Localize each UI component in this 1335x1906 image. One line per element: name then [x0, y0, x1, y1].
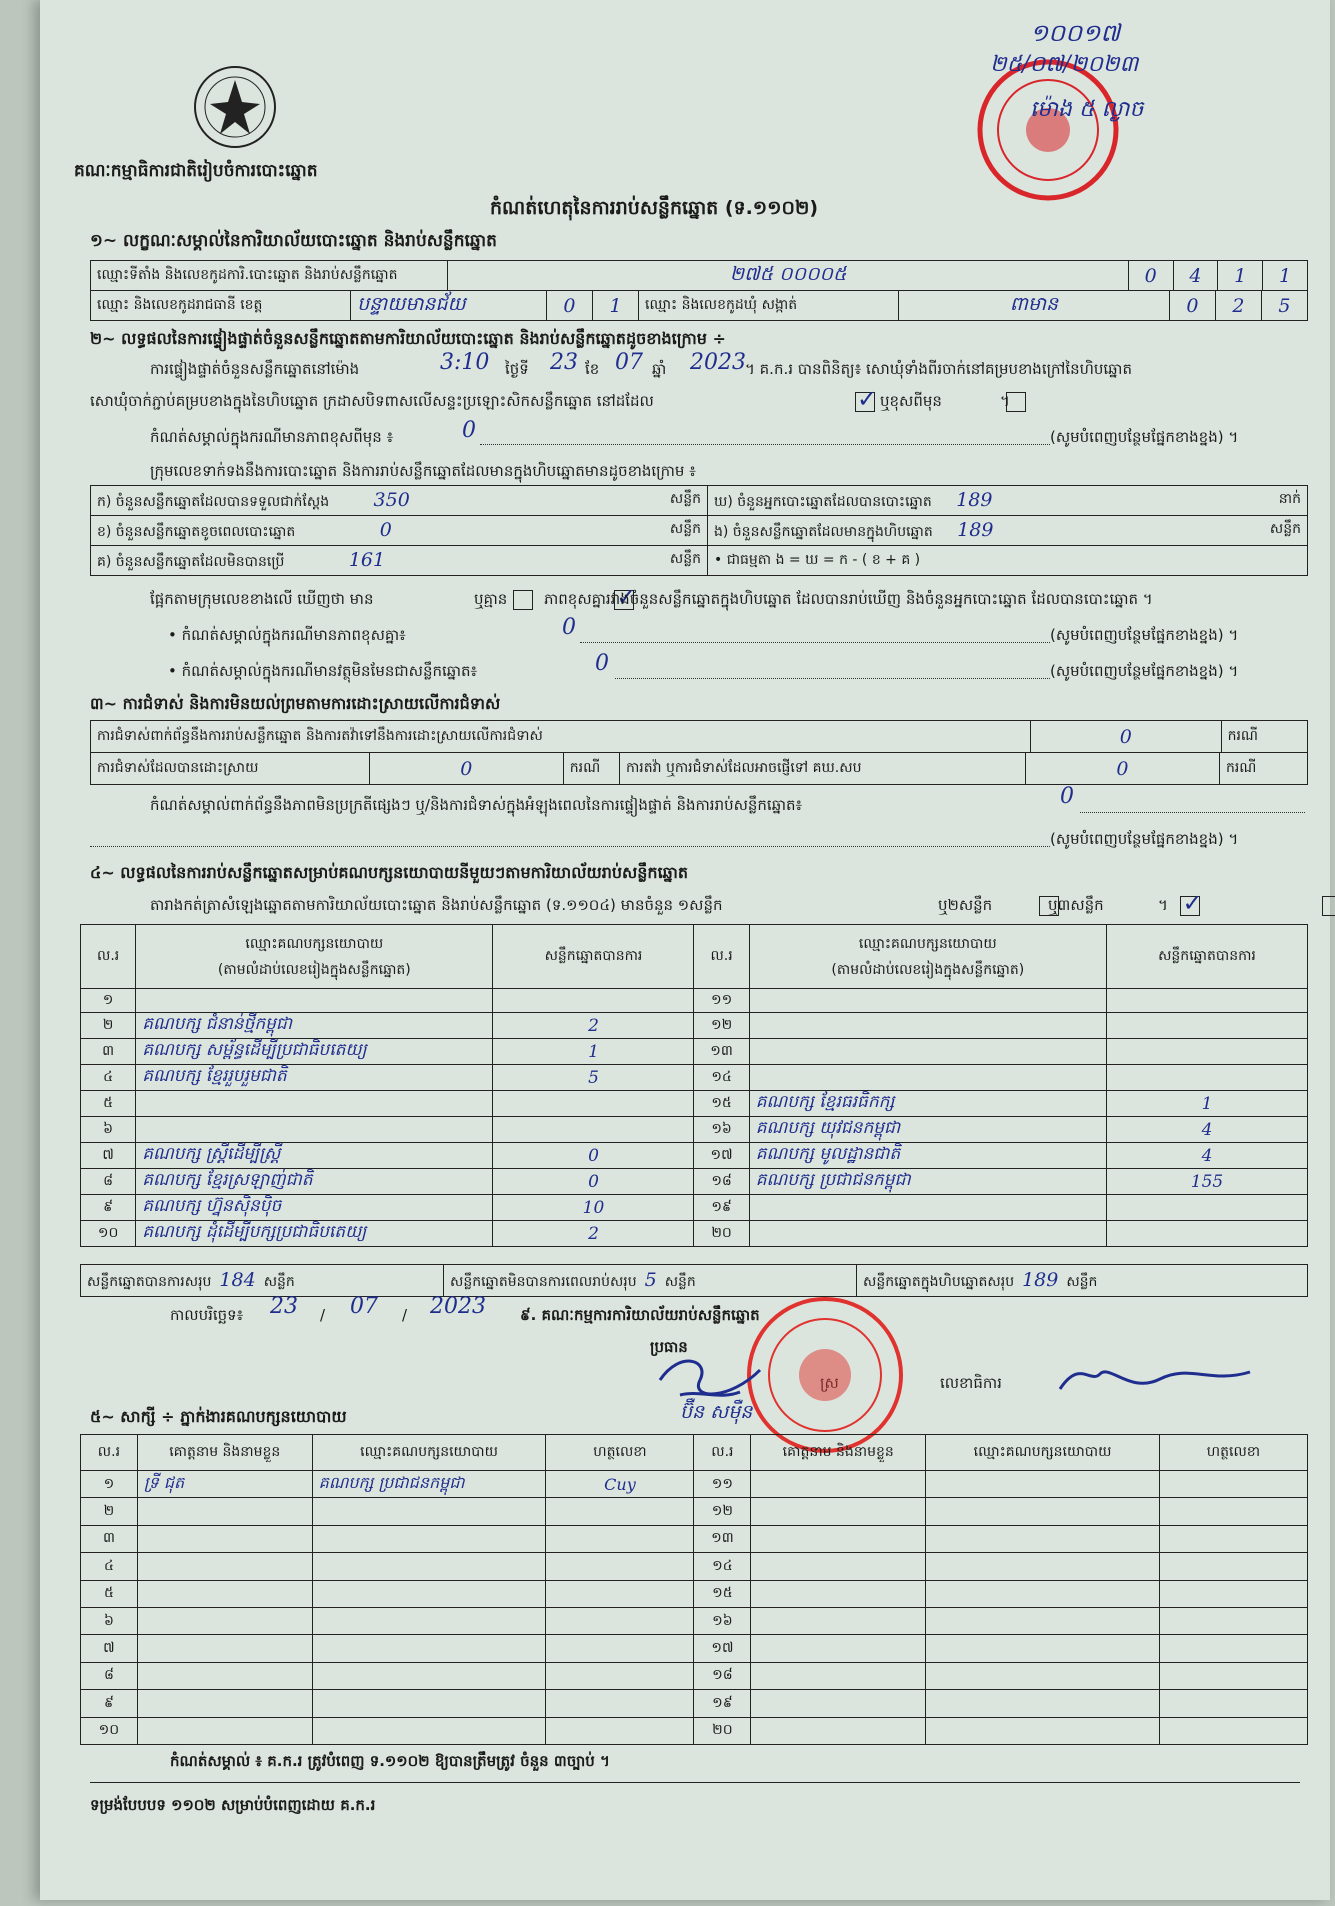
section-3-title: ៣~ ការជំទាស់ និងការមិនយល់ព្រមតាមការដោះស្រាយលើការជំទាស់: [90, 694, 501, 713]
witness-party: [312, 1635, 546, 1662]
party-results-table: ល.រ ឈ្មោះគណបក្សនយោបាយ (តាមលំដាប់លេខរៀងក្នុងសន្លឹកឆ្នោត) សន្លឹកឆ្នោតបានការ ល.រ ឈ្មោះគណបក្សនយោបាយ (តាមលំដាប់លេខរៀងក្នុងសន្លឹកឆ្នោត) សន្លឹកឆ្នោតបានការ ១ ១១ ២ គណបក្ស ជំនាន់ថ្មីកម្ពុជា 2 ១២ ៣ គណបក្ស សម្ព័ន្ធដើម្បីប្រជាធិបតេយ្យ 1 ១៣ ៤ គណបក្ស ខ្មែររួបរួមជាតិ 5 ១៤ ៥ ១៥ គណបក្ស ខ្មែរធរធិកក្ស 1 ៦ ១៦ គណបក្ស យុវជនកម្ពុជា 4 ៧ គណបក្ស ស្ត្រីដើម្បីស្ត្រី 0 ១៧ គណបក្ស មូលដ្ឋានជាតិ 4 ៨ គណបក្ស ខ្មែរស្រឡាញ់ជាតិ 0 ១៨ គណបក្ស ប្រជាជនកម្ពុជា 155 ៩ គណបក្ស ហ្វ៊ុនស៊ិនប៉ិច 10 ១៩ ១០ គណបក្ស ដុំដើម្បីបក្សប្រជាធិបតេយ្យ 2 ២០: [80, 924, 1308, 1247]
witness-signature: [546, 1635, 694, 1662]
party-votes: 2: [493, 1013, 694, 1039]
witness-name: [137, 1498, 312, 1525]
witness-name: [751, 1525, 926, 1552]
table-row: [81, 1580, 1308, 1607]
witness-signature: [1159, 1717, 1307, 1744]
row-number: ៤: [81, 1065, 136, 1091]
row-number: ៨: [81, 1169, 136, 1195]
row-number: ១៧: [694, 1143, 749, 1169]
row-number: ៣: [81, 1525, 138, 1552]
footer-form-id: ទម្រង់បែបបទ ១១០២ សម្រាប់បំពេញដោយ គ.ក.រ: [90, 1796, 376, 1814]
row-number: ១៦: [694, 1607, 751, 1634]
party-votes: 10: [493, 1195, 694, 1221]
witness-name: [137, 1635, 312, 1662]
witness-signature: [1159, 1471, 1307, 1498]
witness-party: [926, 1525, 1160, 1552]
party-rows: [81, 989, 1308, 1247]
date-year: 2023: [430, 1294, 486, 1319]
witness-signature: [1159, 1525, 1307, 1552]
witness-party: [312, 1580, 546, 1607]
party-votes: 2: [493, 1221, 694, 1247]
witness-party: [312, 1607, 546, 1634]
stamp-annotation-2: ២៥/០៧/២០២៣: [990, 52, 1139, 77]
form-title: កំណត់ហេតុនៃការរាប់សន្លឹកឆ្នោត (ទ.១១០២): [490, 197, 819, 219]
checkbox-same[interactable]: [855, 392, 875, 412]
form-sheet: គណៈកម្មាធិការជាតិរៀបចំការបោះឆ្នោត ១០០១៧ ២៥/០៧/២០២៣ ម៉ោង ៥ ល្ងាច កំណត់ហេតុនៃការរាប់សន្លឹកឆ្នោត (ទ.១១០២) ១~ លក្ខណៈសម្គាល់នៃការិយាល័យបោះឆ្នោត និងរាប់សន្លឹកឆ្នោត ឈ្មោះទីតាំង និងលេខកូដការិ.បោះឆ្នោត និងរាប់សន្លឹកឆ្នោត ២៧៥ ០០០០៥ 0 4 1 1 ឈ្មោះ និងលេខកូដរាជធានី ខេត្ត បន្ទាយមានជ័យ 0 1 ឈ្មោះ និងលេខកូដឃុំ សង្កាត់ ពាមាន 0 2 5 ២~ លទ្ធផលនៃការផ្ទៀងផ្ទាត់ចំនួនសន្លឹកឆ្នោតតាមការិយាល័យបោះឆ្នោត និងរាប់សន្លឹកឆ្នោតដូចខាងក្រោម ÷ ការផ្ទៀងផ្ទាត់ចំនួនសន្លឹកឆ្នោតនៅម៉ោង 3:10 ថ្ងៃទី 23 ខែ 07 ឆ្នាំ 2023 ។ គ.ក.រ បានពិនិត្យ៖ សោឃុំទាំងពីរចាក់នៅគម្របខាងក្រៅនៃហិបឆ្នោត សោឃុំចាក់ភ្ជាប់គម្របខាងក្នុងនៃហិបឆ្នោត ក្រដាសបិទពាសលើសន្ទះប្រឡោះសិកសន្លឹកឆ្នោត នៅដដែល ✓ ឬខុសពីមុន ។ កំណត់សម្គាល់ក្នុងករណីមានភាពខុសពីមុន ៖ 0 (សូមបំពេញបន្ថែមផ្នែកខាងខ្នង) ។ ក្រុមលេខទាក់ទងនឹងការបោះឆ្នោត និងការរាប់សន្លឹកឆ្នោតដែលមានក្នុងហិបឆ្នោតមានដូចខាងក្រោម ៖ ក) ចំនួនសន្លឹកឆ្នោតដែលបានទទួលជាក់ស្តែង 350 សន្លឹក ឃ) ចំនួនអ្នកបោះឆ្នោតដែលបានបោះឆ្នោត 189 នាក់ ខ) ចំនួនសន្លឹកឆ្នោតខូចពេលបោះឆ្នោត 0 សន្លឹក ង) ចំនួនសន្លឹកឆ្នោតដែលមានក្នុងហិបឆ្នោត 189 សន្លឹក គ) ចំនួនសន្លឹកឆ្នោតដែលមិនបានប្រើ 161 សន្លឹក • ជាធម្មតា ង = ឃ = ក - ( ខ + គ ) ផ្អែកតាមក្រុមលេខខាងលើ ឃើញថា មាន ឬគ្មាន ✓ ភាពខុសគ្នារវាងចំនួនសន្លឹកឆ្នោតក្នុងហិបឆ្នោត ដែលបានរាប់ឃើញ និងចំនួនអ្នកបោះឆ្នោត ដែលបានបោះឆ្នោត ។ • កំណត់សម្គាល់ក្នុងករណីមានភាពខុសគ្នា៖ 0 (សូមបំពេញបន្ថែមផ្នែកខាងខ្នង) ។ • កំណត់សម្គាល់ក្នុងករណីមានវត្ថុមិនមែនជាសន្លឹកឆ្នោត៖ 0 (សូមបំពេញបន្ថែមផ្នែកខាងខ្នង) ។ ៣~ ការជំទាស់ និងការមិនយល់ព្រមតាមការដោះស្រាយលើការជំទាស់ ការជំទាស់ពាក់ព័ន្ធនឹងការរាប់សន្លឹកឆ្នោត និងការតវ៉ាទៅនឹងការដោះស្រាយលើការជំទាស់ 0 ករណី ការជំទាស់ដែលបានដោះស្រាយ 0 ករណី ការតវ៉ា ឬការជំទាស់ដែលអាចផ្ញើទៅ គឃ.សប 0 ករណី កំណត់សម្គាល់ពាក់ព័ន្ធនឹងភាពមិនប្រក្រតីផ្សេងៗ ឬ/និងការជំទាស់ក្នុងអំឡុងពេលនៃការផ្ទៀងផ្ទាត់ និងការរាប់សន្លឹកឆ្នោត៖ 0 (សូមបំពេញបន្ថែមផ្នែកខាងខ្នង) ។ ៤~ លទ្ធផលនៃការរាប់សន្លឹកឆ្នោតសម្រាប់គណបក្សនយោបាយនីមួយៗតាមការិយាល័យរាប់សន្លឹកឆ្នោត តារាងកត់ត្រាសំឡេងឆ្នោតតាមការិយាល័យបោះឆ្នោត និងរាប់សន្លឹកឆ្នោត (ទ.១១០៤) មានចំនួន ១សន្លឹក ឬ២សន្លឹក ✓ ឬ៣សន្លឹក ។ ល.រ ឈ្មោះគណបក្សនយោបាយ (តាមលំដាប់លេខរៀងក្នុងសន្លឹកឆ្នោត) សន្លឹកឆ្នោតបានការ ល.រ ឈ្មោះគណបក្សនយោបាយ (តាមលំដាប់លេខរៀងក្នុងសន្លឹកឆ្នោត) សន្លឹកឆ្នោតបានការ ១ ១១ ២ គណបក្ស ជំនាន់ថ្មីកម្ពុជា 2 ១២ ៣ គណបក្ស សម្ព័ន្ធដើម្បីប្រជាធិបតេយ្យ 1 ១៣ ៤ គណបក្ស ខ្មែររួបរួមជាតិ 5 ១៤ ៥ ១៥ គណបក្ស ខ្មែរធរធិកក្ស 1 ៦ ១៦ គណបក្ស យុវជនកម្ពុជា 4 ៧ គណបក្ស ស្ត្រីដើម្បីស្ត្រី 0 ១៧ គណបក្ស មូលដ្ឋានជាតិ 4 ៨ គណបក្ស ខ្មែរស្រឡាញ់ជាតិ 0 ១៨ គណបក្ស ប្រជាជនកម្ពុជា 155 ៩ គណបក្ស ហ្វ៊ុនស៊ិនប៉ិច 10 ១៩ ១០ គណបក្ស ដុំដើម្បីបក្សប្រជាធិបតេយ្យ 2 ២០ សន្លឹកឆ្នោតបានការសរុប 184 សន្លឹក សន្លឹកឆ្នោតមិនបានការពេលរាប់សរុប 5 សន្លឹក សន្លឹកឆ្នោតក្នុងហិបឆ្នោតសរុប 189 សន្លឹក កាលបរិច្ឆេទ៖ 23 / 07 / 2023 ៩. គណៈកម្មការការិយាល័យរាប់សន្លឹកឆ្នោត ប្រធាន លេខាធិការ ប៊ឺន សម៉ឺន ៥~ សាក្សី ÷ ភ្នាក់ងារគណបក្សនយោបាយ ល.រ គោត្តនាម និងនាមខ្លួន ឈ្មោះគណបក្សនយោបាយ ហត្ថលេខា ល.រ គោត្តនាម និងនាមខ្លួន ឈ្មោះគណបក្សនយោបាយ ហត្ថលេខា ១ ទ្រី ជុត គណបក្ស ប្រជាជនកម្ពុជា Cuy ១១ ២ ១២ ៣ ១៣ ៤ ១៤ ៥ ១៥ ៦ ១៦ ៧ ១៧ ៨ ១៨ ៩ ១៩ ១០ ២០ កំណត់សម្គាល់ ៖ គ.ក.រ ត្រូវបំពេញ ទ.១១០២ ឱ្យបានត្រឹមត្រូវ ចំនួន ៣ច្បាប់ ។ ទម្រង់បែបបទ ១១០២ សម្រាប់បំពេញដោយ គ.ក.រ: [40, 0, 1330, 1900]
complaints-total: 0: [1031, 721, 1222, 753]
witness-name: [751, 1607, 926, 1634]
footer-note: កំណត់សម្គាល់ ៖ គ.ក.រ ត្រូវបំពេញ ទ.១១០២ ឱ្យបានត្រឹមត្រូវ ចំនួន ៣ច្បាប់ ។: [170, 1752, 610, 1770]
party-name: [749, 1195, 1106, 1221]
row-number: ៩: [81, 1195, 136, 1221]
witness-name: [751, 1471, 926, 1498]
witness-party: [312, 1717, 546, 1744]
section3-note-value: 0: [1060, 784, 1074, 809]
party-votes: [493, 1091, 694, 1117]
witness-party: [312, 1553, 546, 1580]
party-name: [136, 1091, 493, 1117]
witness-signature: [1159, 1690, 1307, 1717]
party-name: គណបក្ស ខ្មែររួបរួមជាតិ: [136, 1065, 493, 1091]
time-value: 3:10: [440, 350, 490, 375]
party-name: [136, 989, 493, 1013]
witness-name: ទ្រី ជុត: [137, 1471, 312, 1498]
election-committee-emblem: [190, 62, 280, 152]
location-table: ឈ្មោះទីតាំង និងលេខកូដការិ.បោះឆ្នោត និងរាប់សន្លឹកឆ្នោត ២៧៥ ០០០០៥ 0 4 1 1: [90, 260, 1308, 291]
total-invalid: 5: [644, 1268, 657, 1291]
witness-name: [751, 1662, 926, 1689]
count-ya: 189: [956, 488, 993, 511]
witness-table: ល.រ គោត្តនាម និងនាមខ្លួន ឈ្មោះគណបក្សនយោបាយ ហត្ថលេខា ល.រ គោត្តនាម និងនាមខ្លួន ឈ្មោះគណបក្សនយោបាយ ហត្ថលេខា ១ ទ្រី ជុត គណបក្ស ប្រជាជនកម្ពុជា Cuy ១១ ២ ១២ ៣ ១៣ ៤ ១៤ ៥ ១៥ ៦ ១៦ ៧ ១៧ ៨ ១៨ ៩ ១៩ ១០ ២០: [80, 1434, 1308, 1745]
row-number: ១៤: [694, 1553, 751, 1580]
table-row: [81, 1013, 1308, 1039]
table-row: [81, 1195, 1308, 1221]
witness-party: [312, 1498, 546, 1525]
row-number: ៧: [81, 1143, 136, 1169]
section-5-title: ៥~ សាក្សី ÷ ភ្នាក់ងារគណបក្សនយោបាយ: [90, 1407, 347, 1426]
party-name: គណបក្ស យុវជនកម្ពុជា: [749, 1117, 1106, 1143]
witness-signature: [546, 1717, 694, 1744]
witness-name: [137, 1607, 312, 1634]
party-votes: [493, 1117, 694, 1143]
table-row: [81, 1635, 1308, 1662]
chair-name: ប៊ឺន សម៉ឺន: [680, 1401, 753, 1423]
party-votes: 155: [1106, 1169, 1307, 1195]
row-number: ១៨: [694, 1169, 749, 1195]
checkbox-has[interactable]: [513, 590, 533, 610]
ballot-counts-table: ក) ចំនួនសន្លឹកឆ្នោតដែលបានទទួលជាក់ស្តែង 350 សន្លឹក ឃ) ចំនួនអ្នកបោះឆ្នោតដែលបានបោះឆ្នោត 189 នាក់ ខ) ចំនួនសន្លឹកឆ្នោតខូចពេលបោះឆ្នោត 0 សន្លឹក ង) ចំនួនសន្លឹកឆ្នោតដែលមានក្នុងហិបឆ្នោត 189 សន្លឹក គ) ចំនួនសន្លឹកឆ្នោតដែលមិនបានប្រើ 161 សន្លឹក • ជាធម្មតា ង = ឃ = ក - ( ខ + គ ): [90, 485, 1308, 576]
party-name: [749, 1013, 1106, 1039]
witness-signature: [1159, 1662, 1307, 1689]
party-votes: [493, 989, 694, 1013]
table-row: [81, 1143, 1308, 1169]
party-name: គណបក្ស ដុំដើម្បីបក្សប្រជាធិបតេយ្យ: [136, 1221, 493, 1247]
row-number: ១៣: [694, 1039, 749, 1065]
witness-signature: [546, 1525, 694, 1552]
row-number: ១: [81, 989, 136, 1013]
formula: • ជាធម្មតា ង = ឃ = ក - ( ខ + គ ): [708, 546, 1308, 576]
count-ng: 189: [957, 518, 994, 541]
witness-name: [137, 1662, 312, 1689]
row-number: ១០: [81, 1221, 136, 1247]
witness-name: [137, 1580, 312, 1607]
witness-signature: [546, 1553, 694, 1580]
witness-party: [926, 1553, 1160, 1580]
checkbox-2-pages[interactable]: [1180, 896, 1200, 916]
party-votes: 4: [1106, 1143, 1307, 1169]
province-commune-table: ឈ្មោះ និងលេខកូដរាជធានី ខេត្ត បន្ទាយមានជ័យ 0 1 ឈ្មោះ និងលេខកូដឃុំ សង្កាត់ ពាមាន 0 2 5: [90, 290, 1308, 321]
row-number: ៦: [81, 1117, 136, 1143]
complaints-table: ការជំទាស់ពាក់ព័ន្ធនឹងការរាប់សន្លឹកឆ្នោត និងការតវ៉ាទៅនឹងការដោះស្រាយលើការជំទាស់ 0 ករណី: [90, 720, 1308, 753]
party-votes: [1106, 1195, 1307, 1221]
witness-signature: [1159, 1607, 1307, 1634]
section-1-title: ១~ លក្ខណៈសម្គាល់នៃការិយាល័យបោះឆ្នោត និងរាប់សន្លឹកឆ្នោត: [90, 231, 497, 251]
province-name: បន្ទាយមានជ័យ: [351, 291, 547, 321]
complaints-resolved: 0: [369, 753, 563, 785]
witness-party: [926, 1471, 1160, 1498]
witness-party: [312, 1662, 546, 1689]
count-c: 161: [348, 548, 386, 571]
party-name: [749, 1039, 1106, 1065]
witness-rows: [81, 1471, 1308, 1745]
date-month: 07: [350, 1294, 378, 1319]
row-number: ២០: [694, 1221, 749, 1247]
witness-signature: [546, 1580, 694, 1607]
witness-signature: [546, 1607, 694, 1634]
row-number: ២: [81, 1498, 138, 1525]
secretary-signature: [1050, 1354, 1260, 1414]
party-votes: 5: [493, 1065, 694, 1091]
witness-signature: [546, 1690, 694, 1717]
table-row: [81, 989, 1308, 1013]
party-name: [749, 1221, 1106, 1247]
label-station: ឈ្មោះទីតាំង និងលេខកូដការិ.បោះឆ្នោត និងរាប់សន្លឹកឆ្នោត: [91, 261, 448, 291]
row-number: ១៦: [694, 1117, 749, 1143]
month-value: 07: [615, 350, 643, 375]
row-number: ៥: [81, 1580, 138, 1607]
witness-name: [137, 1525, 312, 1552]
section-2-title: ២~ លទ្ធផលនៃការផ្ទៀងផ្ទាត់ចំនួនសន្លឹកឆ្នោតតាមការិយាល័យបោះឆ្នោត និងរាប់សន្លឹកឆ្នោតដូចខាងក្រោម ÷: [90, 329, 726, 348]
row-number: ៦: [81, 1607, 138, 1634]
witness-party: [926, 1662, 1160, 1689]
count-b: 0: [379, 518, 392, 541]
invalid-note-value: 0: [595, 651, 609, 676]
stamp-annotation-3: ម៉ោង ៥ ល្ងាច: [1030, 97, 1144, 122]
witness-party: [926, 1580, 1160, 1607]
row-number: ៨: [81, 1662, 138, 1689]
party-votes: [1106, 1221, 1307, 1247]
row-number: ១៣: [694, 1525, 751, 1552]
witness-signature: [1159, 1635, 1307, 1662]
table-row: [81, 1471, 1308, 1498]
party-name: [749, 1065, 1106, 1091]
party-name: [136, 1117, 493, 1143]
witness-party: [926, 1498, 1160, 1525]
witness-party: [926, 1635, 1160, 1662]
row-number: ២០: [694, 1717, 751, 1744]
count-a: 350: [373, 488, 410, 511]
witness-name: [751, 1580, 926, 1607]
party-name: [749, 989, 1106, 1013]
day-value: 23: [550, 350, 578, 375]
section-4-title: ៤~ លទ្ធផលនៃការរាប់សន្លឹកឆ្នោតសម្រាប់គណបក្សនយោបាយនីមួយៗតាមការិយាល័យរាប់សន្លឹកឆ្នោត: [90, 863, 689, 882]
totals-table: សន្លឹកឆ្នោតបានការសរុប 184 សន្លឹក សន្លឹកឆ្នោតមិនបានការពេលរាប់សរុប 5 សន្លឹក សន្លឹកឆ្នោតក្នុងហិបឆ្នោតសរុប 189 សន្លឹក: [80, 1264, 1308, 1297]
year-value: 2023: [690, 350, 746, 375]
table-row: [81, 1717, 1308, 1744]
row-number: ១៤: [694, 1065, 749, 1091]
table-row: [81, 1039, 1308, 1065]
party-name: គណបក្ស ហ្វ៊ុនស៊ិនប៉ិច: [136, 1195, 493, 1221]
committee-name: គណៈកម្មាធិការជាតិរៀបចំការបោះឆ្នោត: [74, 161, 318, 181]
witness-party: [926, 1690, 1160, 1717]
witness-name: [751, 1690, 926, 1717]
witness-name: [751, 1717, 926, 1744]
row-number: ១៨: [694, 1662, 751, 1689]
witness-signature: [1159, 1580, 1307, 1607]
party-votes: [1106, 1039, 1307, 1065]
party-votes: 0: [493, 1169, 694, 1195]
row-number: ១១: [694, 989, 749, 1013]
witness-party: គណបក្ស ប្រជាជនកម្ពុជា: [312, 1471, 546, 1498]
witness-signature: [546, 1498, 694, 1525]
row-number: ២: [81, 1013, 136, 1039]
table-row: [81, 1117, 1308, 1143]
party-votes: 1: [1106, 1091, 1307, 1117]
row-number: ១: [81, 1471, 138, 1498]
witness-name: [137, 1553, 312, 1580]
witness-signature: [1159, 1553, 1307, 1580]
complaints-forwarded: 0: [1025, 753, 1219, 785]
table-row: [81, 1690, 1308, 1717]
table-row: [81, 1221, 1308, 1247]
party-votes: [1106, 989, 1307, 1013]
party-name: គណបក្ស ស្ត្រីដើម្បីស្ត្រី: [136, 1143, 493, 1169]
party-name: គណបក្ស ខ្មែរស្រឡាញ់ជាតិ: [136, 1169, 493, 1195]
row-number: ៧: [81, 1635, 138, 1662]
party-name: គណបក្ស ខ្មែរធរធិកក្ស: [749, 1091, 1106, 1117]
checkbox-3-pages[interactable]: [1322, 896, 1335, 916]
table-row: [81, 1662, 1308, 1689]
witness-signature: [1159, 1498, 1307, 1525]
party-name: គណបក្ស ប្រជាជនកម្ពុជា: [749, 1169, 1106, 1195]
total-valid: 184: [219, 1268, 256, 1291]
witness-name: [751, 1498, 926, 1525]
row-number: ១១: [694, 1471, 751, 1498]
witness-name: [137, 1690, 312, 1717]
note-value-1: 0: [462, 418, 476, 443]
party-votes: [1106, 1013, 1307, 1039]
party-votes: 1: [493, 1039, 694, 1065]
row-number: ៥: [81, 1091, 136, 1117]
table-row: [81, 1169, 1308, 1195]
row-number: ១៥: [694, 1580, 751, 1607]
row-number: ៤: [81, 1553, 138, 1580]
row-number: ១៩: [694, 1195, 749, 1221]
station-name: ២៧៥ ០០០០៥: [448, 261, 1128, 291]
table-row: [81, 1091, 1308, 1117]
party-name: គណបក្ស ជំនាន់ថ្មីកម្ពុជា: [136, 1013, 493, 1039]
table-row: [81, 1065, 1308, 1091]
witness-party: [926, 1717, 1160, 1744]
complaints-resolved-table: ការជំទាស់ដែលបានដោះស្រាយ 0 ករណី ការតវ៉ា ឬការជំទាស់ដែលអាចផ្ញើទៅ គឃ.សប 0 ករណី: [90, 752, 1308, 785]
diff-note-value: 0: [562, 615, 576, 640]
table-row: [81, 1553, 1308, 1580]
total-in-box: 189: [1022, 1268, 1059, 1291]
witness-party: [312, 1690, 546, 1717]
row-number: ១៥: [694, 1091, 749, 1117]
row-number: ៣: [81, 1039, 136, 1065]
witness-name: [751, 1553, 926, 1580]
date-day: 23: [270, 1294, 298, 1319]
row-number: ១០: [81, 1717, 138, 1744]
row-number: ១២: [694, 1498, 751, 1525]
witness-party: [312, 1525, 546, 1552]
row-number: ៩: [81, 1690, 138, 1717]
row-number: ១៩: [694, 1690, 751, 1717]
party-name: គណបក្ស សម្ព័ន្ធដើម្បីប្រជាធិបតេយ្យ: [136, 1039, 493, 1065]
witness-party: [926, 1607, 1160, 1634]
table-row: [81, 1525, 1308, 1552]
party-votes: 0: [493, 1143, 694, 1169]
table-row: [81, 1607, 1308, 1634]
witness-signature: [546, 1662, 694, 1689]
row-number: ១២: [694, 1013, 749, 1039]
witness-name: [137, 1717, 312, 1744]
witness-name: [751, 1635, 926, 1662]
party-name: គណបក្ស មូលដ្ឋានជាតិ: [749, 1143, 1106, 1169]
table-row: [81, 1498, 1308, 1525]
witness-signature: Cuy: [546, 1471, 694, 1498]
party-votes: [1106, 1065, 1307, 1091]
stamp-annotation-1: ១០០១៧: [1030, 19, 1120, 47]
party-votes: 4: [1106, 1117, 1307, 1143]
row-number: ១៧: [694, 1635, 751, 1662]
commune-name: ពាមាន: [899, 291, 1170, 321]
